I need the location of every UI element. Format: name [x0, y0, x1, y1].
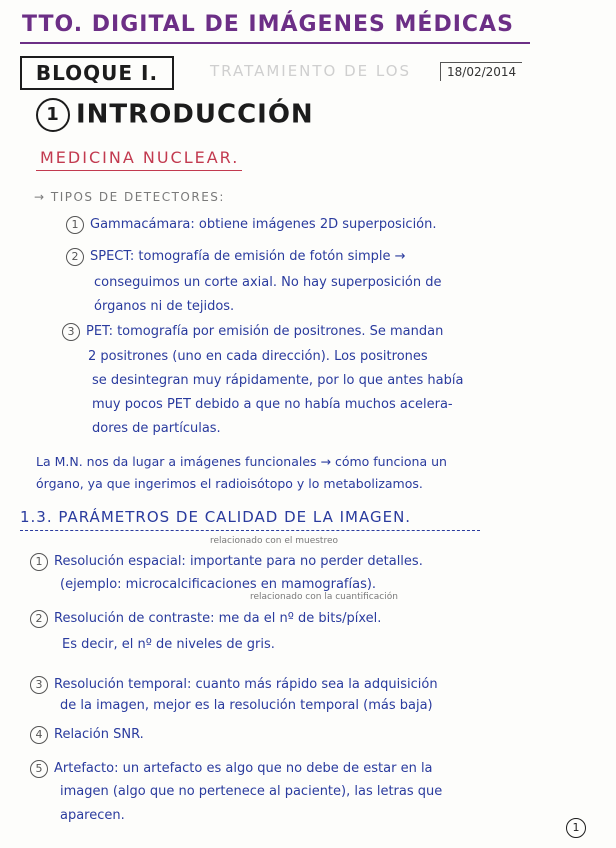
date-stamp: 18/02/2014: [440, 62, 522, 81]
item-line: Resolución de contraste: me da el nº de bits/píxel.: [54, 611, 382, 626]
item-line: PET: tomografía por emisión de positrones. Se mandan: [86, 324, 444, 339]
item-line: Artefacto: un artefacto es algo que no debe de estar en la: [54, 761, 433, 776]
item-number-badge: 5: [30, 760, 48, 778]
quality-item: [30, 610, 381, 628]
bleed-through-text: TRATAMIENTO DE LOS: [210, 62, 412, 80]
item-line: Relación SNR.: [54, 727, 144, 742]
page-number: 1: [566, 818, 586, 838]
quality-item: [30, 676, 438, 694]
quantization-note: relacionado con la cuantificación: [250, 592, 398, 602]
item-number-badge: 2: [66, 248, 84, 266]
page-title: TTO. DIGITAL DE IMÁGENES MÉDICAS: [22, 12, 514, 37]
item-line: Resolución temporal: cuanto más rápido sea la adquisición: [54, 677, 438, 692]
quality-item: [30, 553, 423, 571]
title-underline: [20, 42, 530, 44]
quality-item: [30, 726, 144, 744]
item-line: dores de partículas.: [92, 421, 221, 436]
item-line: conseguimos un corte axial. No hay superposición de: [94, 275, 442, 290]
item-number-badge: 1: [30, 553, 48, 571]
item-number-badge: 3: [62, 323, 80, 341]
item-number-badge: 2: [30, 610, 48, 628]
detector-item: [66, 248, 406, 266]
block-label: BLOQUE I.: [20, 56, 174, 90]
intro-heading-text: INTRODUCCIÓN: [76, 99, 314, 130]
summary-line: La M.N. nos da lugar a imágenes funcionales → cómo funciona un: [36, 454, 447, 469]
detector-item: [66, 216, 437, 234]
nuclear-medicine-heading: MEDICINA NUCLEAR.: [40, 148, 240, 167]
item-number-badge: 4: [30, 726, 48, 744]
quality-heading-underline: [20, 530, 480, 531]
item-number-badge: 1: [66, 216, 84, 234]
item-line: imagen (algo que no pertenece al paciente), las letras que: [60, 784, 443, 799]
section-number-badge: 1: [36, 98, 70, 132]
item-line: se desintegran muy rápidamente, por lo que antes había: [92, 373, 464, 388]
item-line: Resolución espacial: importante para no perder detalles.: [54, 554, 423, 569]
intro-heading: [36, 98, 314, 132]
item-number-badge: 3: [30, 676, 48, 694]
detector-item: [62, 323, 443, 341]
item-line: 2 positrones (uno en cada dirección). Los positrones: [88, 349, 428, 364]
detector-types-lead: → TIPOS DE DETECTORES:: [34, 190, 225, 204]
item-line: de la imagen, mejor es la resolución temporal (más baja): [60, 698, 433, 713]
item-line: (ejemplo: microcalcificaciones en mamografías).: [60, 577, 377, 592]
item-line: SPECT: tomografía de emisión de fotón simple →: [90, 249, 406, 264]
summary-line: órgano, ya que ingerimos el radioisótopo y lo metabolizamos.: [36, 476, 423, 491]
quality-item: [30, 760, 433, 778]
sampling-note: relacionado con el muestreo: [210, 536, 338, 546]
item-line: órganos ni de tejidos.: [94, 299, 235, 314]
item-line: Es decir, el nº de niveles de gris.: [62, 637, 275, 652]
nuclear-medicine-underline: [36, 170, 242, 171]
quality-heading: 1.3. PARÁMETROS DE CALIDAD DE LA IMAGEN.: [20, 508, 412, 526]
item-line: Gammacámara: obtiene imágenes 2D superposición.: [90, 217, 437, 232]
item-line: muy pocos PET debido a que no había muchos acelera-: [92, 397, 453, 412]
item-line: aparecen.: [60, 808, 125, 823]
